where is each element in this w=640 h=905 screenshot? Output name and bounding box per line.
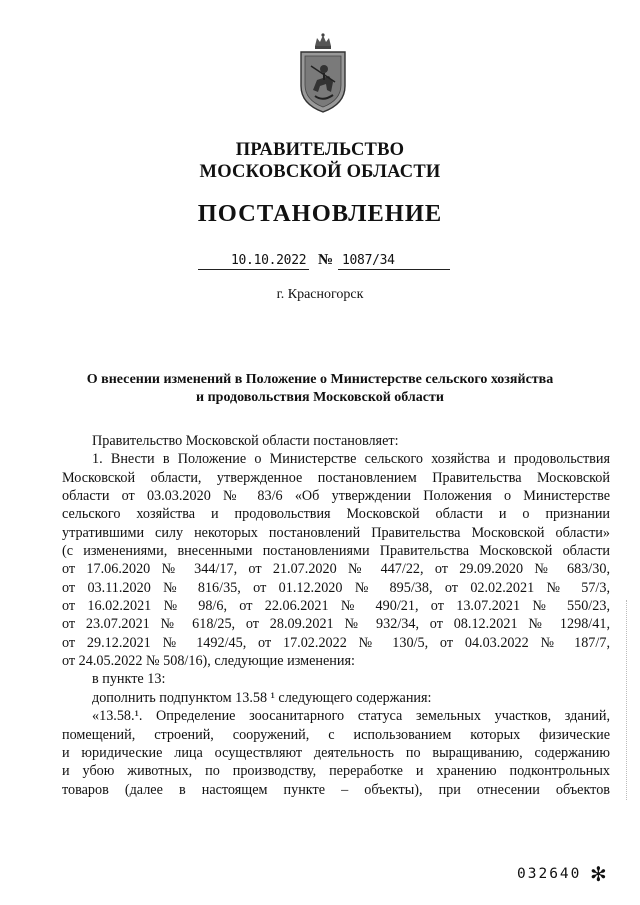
coat-of-arms-icon <box>293 32 353 114</box>
body-line: от 29.12.2021 № 1492/45, от 17.02.2022 № 130/5, от 04.03.2022 № 187/7, <box>62 634 610 651</box>
number-underline <box>338 269 450 270</box>
body-line: (с изменениями, внесенными постановлениями Правительства Московской области <box>62 543 610 560</box>
date-underline <box>198 269 309 270</box>
body-line: от 16.02.2021 № 98/6, от 22.06.2021 № 490/21, от 13.07.2021 № 550/23, <box>62 598 610 615</box>
body-line: товаров (далее в настоящем пункте – объекты), при отнесении объектов <box>62 781 610 798</box>
document-date: 10.10.2022 <box>231 253 307 268</box>
body-line: от 03.11.2020 № 816/35, от 01.12.2020 № 895/38, от 02.02.2021 № 57/3, <box>62 579 610 596</box>
footer-serial-code: 032640 <box>517 866 582 882</box>
body-line: в пункте 13: <box>92 671 166 688</box>
government-title-line2: МОСКОВСКОЙ ОБЛАСТИ <box>199 162 441 182</box>
date-number-line <box>198 253 458 275</box>
body-line: «13.58.¹. Определение зоосанитарного статуса земельных участков, зданий, <box>92 708 610 725</box>
body-line: Московской области, утвержденное постановлением Правительства Московской <box>62 469 610 486</box>
body-line: области от 03.03.2020 № 83/6 «Об утверждении Положения о Министерстве <box>62 488 610 505</box>
subject-line2: и продовольствия Московской области <box>196 390 444 405</box>
subject-line1: О внесении изменений в Положение о Министерстве сельского хозяйства <box>86 372 554 387</box>
footer-asterisk-icon: ✻ <box>590 864 607 886</box>
body-line: Правительство Московской области постановляет: <box>92 433 399 449</box>
document-body <box>62 432 610 799</box>
city: г. Красногорск <box>276 287 364 302</box>
body-line: дополнить подпунктом 13.58 ¹ следующего содержания: <box>92 689 432 706</box>
scan-edge-mark <box>626 600 630 800</box>
body-line: и юридические лица осуществляют деятельность по выращиванию, содержанию <box>62 744 610 761</box>
body-line: от 24.05.2022 № 508/16), следующие изменения: <box>62 653 355 670</box>
document-number: 1087/34 <box>342 253 395 268</box>
body-line: помещений, строений, сооружений, с использованием которых физические <box>62 726 610 743</box>
body-line: от 23.07.2021 № 618/25, от 28.09.2021 № 932/34, от 08.12.2021 № 1298/41, <box>62 616 610 633</box>
government-title-line1: ПРАВИТЕЛЬСТВО <box>235 140 405 160</box>
body-line: 1. Внести в Положение о Министерстве сельского хозяйства и продовольствия <box>92 451 610 468</box>
body-line: сельского хозяйства и продовольствия Московской области и о признании <box>62 506 610 523</box>
body-line: утратившими силу некоторых постановлений Правительства Московской области» <box>62 524 610 541</box>
body-line: и убою животных, по производству, переработке и хранению подконтрольных <box>62 763 610 780</box>
number-sign: № <box>318 252 334 268</box>
document-type: ПОСТАНОВЛЕНИЕ <box>197 200 443 227</box>
body-line: от 17.06.2020 № 344/17, от 21.07.2020 № 447/22, от 29.09.2020 № 683/30, <box>62 561 610 578</box>
